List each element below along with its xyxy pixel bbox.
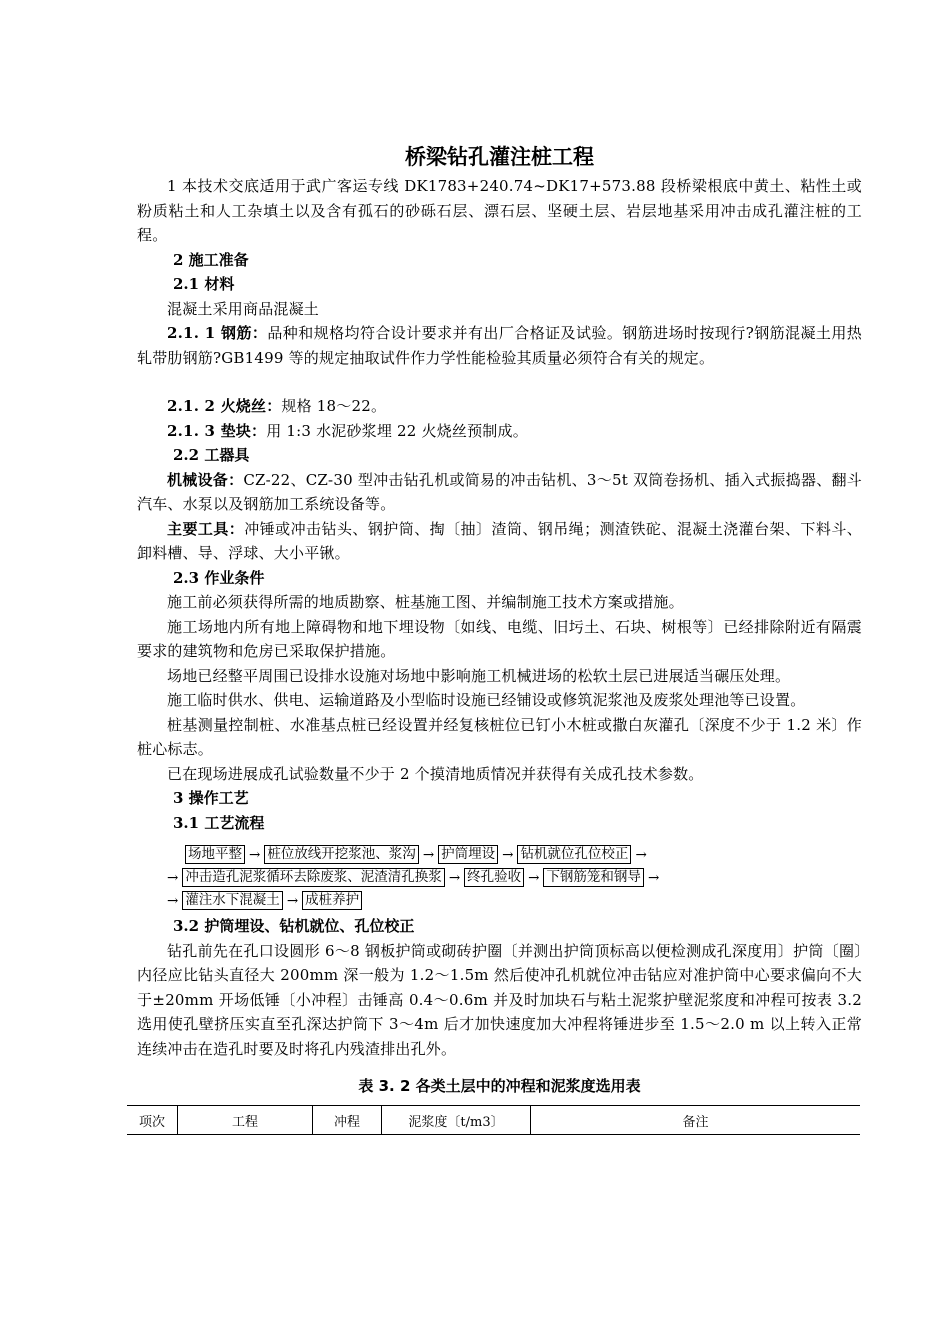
section-2-heading: 2 施工准备 [173,250,249,269]
flow-arrow: → [635,846,647,863]
section-3-2-paragraph: 钻孔前先在孔口设圆形 6～8 钢板护筒或砌砖护圈〔并测出护筒顶标高以便检测成孔深度用〕护筒〔圈〕内径应比钻头直径大 200mm 深一般为 1.2～1.5m 然后使冲孔机就位冲击钻应对准护筒中心要求偏向不大于±20mm 开场低锤〔小冲程〕击锤高 0.4～0.6m 并及时加块石与粘土泥浆护壁泥浆度和冲程可按表 3.2 选用使孔壁挤压实直至孔深达护筒下 3～4m 后才加快速度加大冲程将锤进步至 1.5～2.0 m 以上转入正常连续冲击在造孔时要及时将孔内残渣排出孔外。 [137,941,862,1058]
stroke-mud-table [127,1105,860,1135]
flow-step: 下钢筋笼和钢导 [543,868,644,887]
table-header-row [127,1106,860,1135]
spacer-label: 2.1. 3 垫块： [167,421,267,440]
section-3-1-heading: 3.1 工艺流程 [173,813,265,832]
flow-step: 护筒埋设 [438,845,498,864]
machinery-text: CZ-22、CZ-30 型冲击钻孔机或简易的冲击钻机、3～5t 双筒卷扬机、插入式振捣器、翻斗汽车、水泵以及钢筋加工系统设备等。 [137,470,862,513]
flow-arrow: → [167,892,179,909]
condition-paragraph: 施工临时供水、供电、运输道路及小型临时设施已经铺设或修筑泥浆池及废浆处理池等已设置。 [167,691,806,709]
flow-arrow: → [286,892,299,909]
section-2-1-heading: 2.1 材料 [173,275,235,293]
flow-arrow: → [647,869,660,886]
rebar-paragraph [137,321,862,370]
section-3-2-heading: 3.2 护筒埋设、钻机就位、孔位校正 [173,917,415,935]
wire-text: 规格 18～22。 [281,397,387,415]
section-3-heading: 3 操作工艺 [173,789,249,807]
wire-paragraph [137,394,862,419]
flow-step: 终孔验收 [464,868,524,887]
section-2-3-heading: 2.3 作业条件 [173,568,265,587]
tools-label: 主要工具： [167,519,245,538]
table-header-cell: 泥浆度〔t/m3〕 [382,1106,531,1135]
tools-paragraph [137,517,862,566]
flow-arrow: → [528,869,540,886]
concrete-text: 混凝土采用商品混凝土 [167,299,320,318]
flow-step: 场地平整 [185,845,245,864]
flow-step: 钻机就位孔位校正 [517,845,631,864]
table-header-cell: 备注 [531,1106,861,1135]
condition-paragraph: 场地已经整平周围已设排水设施对场地中影响施工机械进场的松软土层已进展适当碾压处理。 [167,666,791,685]
flow-arrow: → [167,869,179,886]
wire-label: 2.1. 2 火烧丝： [167,397,282,415]
machinery-label: 机械设备： [167,470,244,489]
section-2-2-heading: 2.2 工器具 [173,446,250,464]
spacer-paragraph [137,419,862,444]
flow-arrow: → [422,846,435,863]
condition-paragraph: 施工前必须获得所需的地质勘察、桩基施工图、并编制施工技术方案或措施。 [167,593,684,611]
flow-row-1 [137,843,862,866]
flow-arrow: → [448,869,461,886]
flow-arrow: → [502,846,514,863]
page-title: 桥梁钻孔灌注桩工程 [405,144,594,169]
spacer-text: 用 1:3 水泥砂浆埋 22 火烧丝预制成。 [266,421,528,440]
flow-row-3 [137,889,862,912]
table-header-cell: 冲程 [313,1106,382,1135]
condition-paragraph: 施工场地内所有地上障碍物和地下埋设物〔如线、电缆、旧圬土、石块、树根等〕已经排除附近有隔震要求的建筑物和危房已采取保护措施。 [137,617,862,660]
blank-line [137,370,862,394]
machinery-paragraph [137,468,862,517]
table-caption: 表 3. 2 各类土层中的冲程和泥浆度选用表 [358,1077,641,1095]
rebar-text: 品种和规格均符合设计要求并有出厂合格证及试验。钢筋进场时按现行?钢筋混凝土用热轧带肋钢筋?GB1499 等的规定抽取试件作力学性能检验其质量必须符合有关的规定。 [137,324,862,367]
table-header-cell: 工程 [178,1106,313,1135]
flow-row-2 [137,866,862,889]
tools-text: 冲锤或冲击钻头、钢护筒、掏〔抽〕渣筒、钢吊绳；测渣铁砣、混凝土浇灌台架、下料斗、卸料槽、导、浮球、大小平锹。 [137,519,862,562]
condition-paragraph: 已在现场进展成孔试验数量不少于 2 个摸清地质情况并获得有关成孔技术参数。 [167,764,704,783]
flow-step: 成桩养护 [302,891,362,910]
flow-step: 灌注水下混凝土 [182,891,283,910]
flow-step: 桩位放线开挖浆池、浆沟 [264,845,419,864]
process-flowchart [137,843,862,912]
flow-step: 冲击造孔泥浆循环去除废浆、泥渣清孔换浆 [182,868,445,887]
intro-paragraph: 1 本技术交底适用于武广客运专线 DK1783+240.74~DK17+573.88 段桥梁根底中黄土、粘性土或粉质粘土和人工杂填土以及含有孤石的砂砾石层、漂石层、坚硬土层、岩层地基采用冲击成孔灌注桩的工程。 [137,177,862,244]
document-page [137,142,862,1135]
table-header-cell: 项次 [127,1106,178,1135]
rebar-label: 2.1. 1 钢筋： [167,324,268,342]
condition-paragraph: 桩基测量控制桩、水准基点桩已经设置并经复核桩位已钉小木桩或撒白灰灌孔〔深度不少于 1.2 米〕作桩心标志。 [137,715,862,758]
flow-arrow: → [249,846,261,863]
